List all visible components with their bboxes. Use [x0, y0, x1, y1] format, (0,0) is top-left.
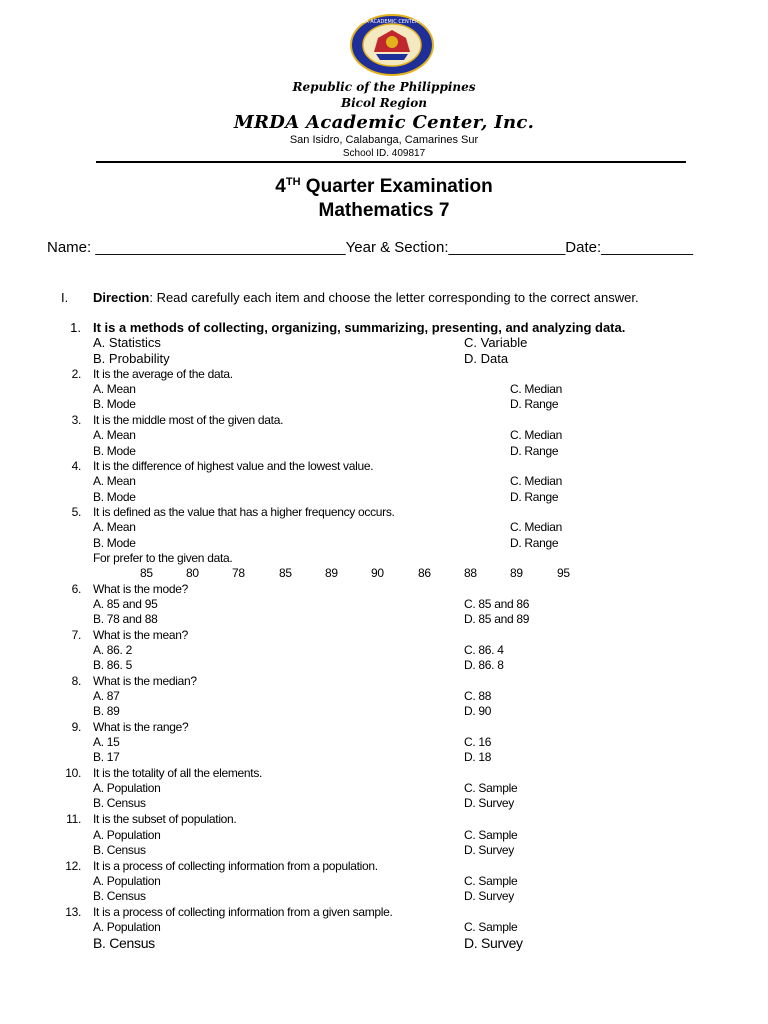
direction: Direction: Read carefully each item and choose the letter corresponding to the correct answer.	[93, 290, 639, 305]
data-value: 88	[464, 566, 477, 580]
choice-b: B. Mode	[93, 444, 136, 458]
choice-d: D. 86. 8	[464, 658, 504, 672]
data-value: 89	[325, 566, 338, 580]
choice-b: B. 78 and 88	[93, 612, 158, 626]
choice-c: C. Sample	[464, 874, 518, 888]
choice-d: D. Survey	[464, 889, 514, 903]
choice-d: D. 18	[464, 750, 492, 764]
question-number: 13.	[65, 905, 81, 919]
school-seal-logo	[350, 14, 434, 76]
question-text: It is the subset of population.	[93, 812, 237, 826]
choice-c: C. Sample	[464, 828, 518, 842]
choice-d: D. 90	[464, 704, 492, 718]
choice-a: A. Population	[93, 874, 161, 888]
question-number: 10.	[65, 766, 81, 780]
question-text: It is defined as the value that has a higher frequency occurs.	[93, 505, 395, 519]
choice-d: D. Survey	[464, 935, 523, 951]
choice-d: D. Range	[510, 490, 559, 504]
question-text: It is a process of collecting information from a given sample.	[93, 905, 393, 919]
question-number: 5.	[71, 505, 81, 519]
choice-b: B. Census	[93, 935, 155, 951]
question-text: What is the median?	[93, 674, 197, 688]
choice-a: A. Population	[93, 920, 161, 934]
date-label: Date:	[565, 239, 602, 256]
school-name: MRDA Academic Center, Inc.	[233, 112, 535, 133]
question-text: It is the totality of all the elements.	[93, 766, 263, 780]
question-number: 8.	[71, 674, 81, 688]
choice-b: B. 89	[93, 704, 120, 718]
data-value: 90	[371, 566, 384, 580]
choice-d: D. Survey	[464, 843, 514, 857]
choice-b: B. Census	[93, 796, 146, 810]
data-value: 85	[279, 566, 292, 580]
choice-c: C. Median	[510, 474, 562, 488]
name-label: Name:	[47, 239, 96, 256]
choice-d: D. Survey	[464, 796, 514, 810]
question-text: What is the range?	[93, 720, 189, 734]
choice-d: D. Data	[464, 351, 509, 366]
year-section-label: Year & Section:	[345, 239, 449, 256]
school-id: School ID. 409817	[342, 148, 426, 159]
choice-b: B. Mode	[93, 490, 136, 504]
choice-a: A. Mean	[93, 382, 136, 396]
question-text: It is a methods of collecting, organizing, summarizing, presenting, and analyzing data.	[93, 320, 626, 335]
question-text: What is the mode?	[93, 582, 188, 596]
choice-c: C. Variable	[464, 335, 528, 350]
question-number: 6.	[71, 582, 81, 596]
school-address: San Isidro, Calabanga, Camarines Sur	[289, 134, 479, 146]
choice-b: B. 86. 5	[93, 658, 132, 672]
choice-d: D. Range	[510, 444, 559, 458]
data-value: 80	[186, 566, 199, 580]
choice-a: A. Mean	[93, 520, 136, 534]
question-text: It is the average of the data.	[93, 367, 233, 381]
choice-a: A. Mean	[93, 474, 136, 488]
data-value: 95	[557, 566, 570, 580]
question-text: It is the middle most of the given data.	[93, 413, 284, 427]
data-prompt: For prefer to the given data.	[93, 551, 233, 565]
question-text: It is a process of collecting information from a population.	[93, 859, 378, 873]
question-number: 4.	[71, 459, 81, 473]
exam-title: 4TH Quarter Examination	[275, 176, 493, 197]
choice-c: C. Median	[510, 520, 562, 534]
choice-c: C. Median	[510, 382, 562, 396]
choice-c: C. 88	[464, 689, 492, 703]
choice-b: B. Probability	[93, 351, 170, 366]
question-text: It is the difference of highest value and the lowest value.	[93, 459, 374, 473]
year-section-field[interactable]: ______________	[448, 239, 566, 256]
question-number: 3.	[71, 413, 81, 427]
student-info-row	[47, 239, 727, 256]
header-divider	[96, 161, 686, 163]
choice-c: C. Median	[510, 428, 562, 442]
question-number: 12.	[65, 859, 81, 873]
svg-text:MRDA ACADEMIC CENTER INC.: MRDA ACADEMIC CENTER INC.	[353, 19, 431, 25]
exam-subject: Mathematics 7	[318, 200, 450, 221]
choice-a: A. Population	[93, 781, 161, 795]
data-value: 85	[140, 566, 153, 580]
question-number: 11.	[66, 812, 81, 826]
question-number: 7.	[71, 628, 81, 642]
choice-a: A. 86. 2	[93, 643, 132, 657]
choice-a: A. Population	[93, 828, 161, 842]
data-value: 78	[232, 566, 245, 580]
republic-line: Republic of the Philippines	[292, 80, 476, 94]
choice-c: C. 86. 4	[464, 643, 504, 657]
question-number: 9.	[71, 720, 81, 734]
choice-c: C. Sample	[464, 781, 518, 795]
choice-c: C. Sample	[464, 920, 518, 934]
choice-a: A. 87	[93, 689, 120, 703]
choice-b: B. Census	[93, 843, 146, 857]
choice-d: D. 85 and 89	[464, 612, 530, 626]
name-field[interactable]: ______________________________	[95, 239, 346, 256]
question-number: 2.	[71, 367, 81, 381]
choice-c: C. 16	[464, 735, 492, 749]
choice-d: D. Range	[510, 397, 559, 411]
question-text: What is the mean?	[93, 628, 188, 642]
section-numeral: I.	[61, 290, 69, 305]
choice-a: A. Mean	[93, 428, 136, 442]
choice-a: A. 15	[93, 735, 120, 749]
choice-a: A. Statistics	[93, 335, 161, 350]
data-value: 89	[510, 566, 523, 580]
choice-b: B. Census	[93, 889, 146, 903]
date-field[interactable]: ___________	[601, 239, 693, 256]
region-line: Bicol Region	[340, 96, 428, 110]
question-number: 1.	[70, 320, 81, 335]
choice-c: C. 85 and 86	[464, 597, 530, 611]
choice-a: A. 85 and 95	[93, 597, 158, 611]
choice-b: B. Mode	[93, 397, 136, 411]
choice-d: D. Range	[510, 536, 559, 550]
choice-b: B. Mode	[93, 536, 136, 550]
choice-b: B. 17	[93, 750, 120, 764]
data-value: 86	[418, 566, 431, 580]
